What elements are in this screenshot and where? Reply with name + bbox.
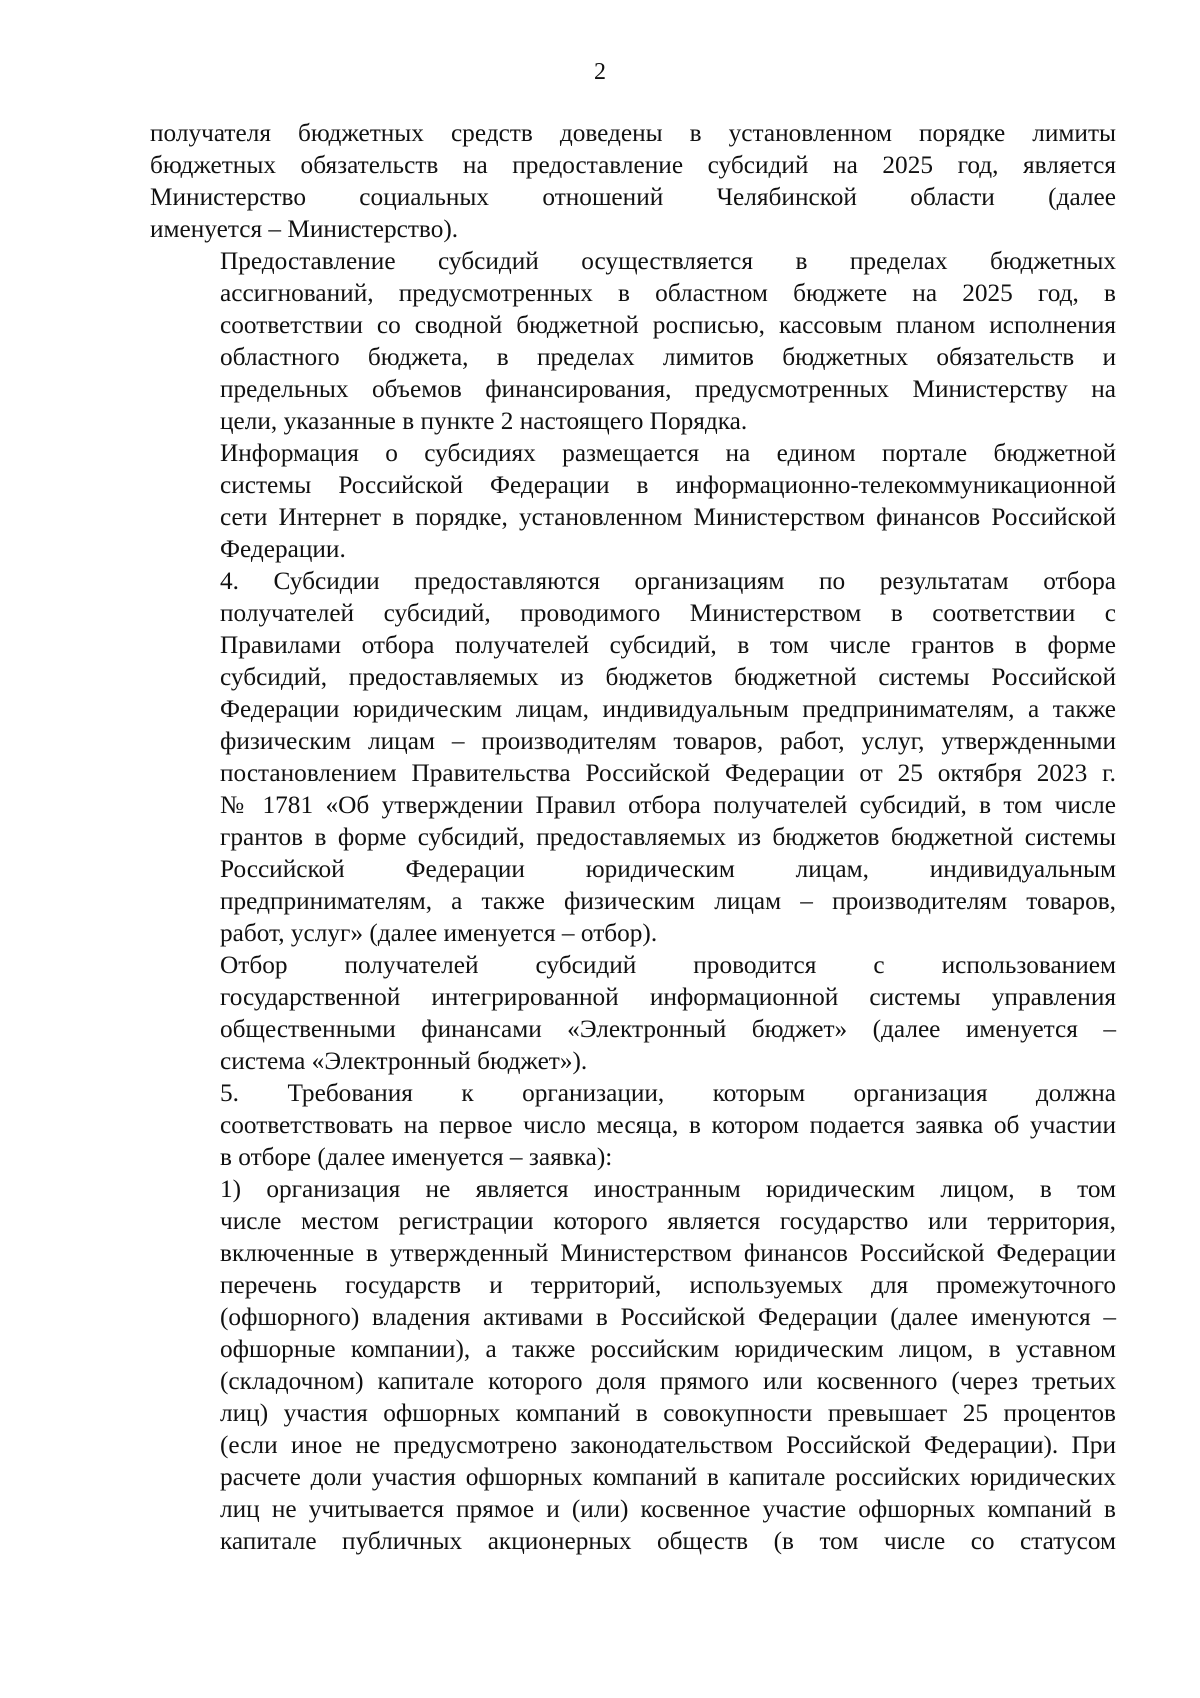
text-line: грантов в форме субсидий, предоставляемых из бюджетов бюджетной системы xyxy=(220,823,1116,851)
paragraph xyxy=(150,245,1116,437)
text-line: (складочном) капитале которого доля прямого или косвенного (через третьих xyxy=(220,1367,1116,1395)
text-line: системы Российской Федерации в информационно-телекоммуникационной xyxy=(220,471,1116,499)
text-line: предпринимателям, а также физическим лицам – производителям товаров, xyxy=(220,887,1116,915)
text-line: соответствовать на первое число месяца, в котором подается заявка об участии xyxy=(220,1111,1116,1139)
document-body xyxy=(150,117,1116,1557)
text-line: сети Интернет в порядке, установленном Министерством финансов Российской xyxy=(220,503,1116,531)
text-line: система «Электронный бюджет»). xyxy=(220,1047,588,1075)
text-line: государственной интегрированной информационной системы управления xyxy=(220,983,1116,1011)
text-line: лиц) участия офшорных компаний в совокупности превышает 25 процентов xyxy=(220,1399,1116,1427)
text-line: Правилами отбора получателей субсидий, в том числе грантов в форме xyxy=(220,631,1116,659)
text-line: получателя бюджетных средств доведены в установленном порядке лимиты xyxy=(150,119,1116,147)
paragraph xyxy=(150,1173,1116,1557)
text-line: именуется – Министерство). xyxy=(150,215,459,243)
paragraph xyxy=(150,949,1116,1077)
text-line: капитале публичных акционерных обществ (в том числе со статусом xyxy=(220,1527,1116,1555)
text-line: Предоставление субсидий осуществляется в пределах бюджетных xyxy=(220,247,1116,275)
text-line: предельных объемов финансирования, предусмотренных Министерству на xyxy=(220,375,1116,403)
text-line: постановлением Правительства Российской Федерации от 25 октября 2023 г. xyxy=(220,759,1116,787)
text-line: субсидий, предоставляемых из бюджетов бюджетной системы Российской xyxy=(220,663,1116,691)
page-number: 2 xyxy=(594,59,606,85)
text-line: Федерации юридическим лицам, индивидуальным предпринимателям, а также xyxy=(220,695,1116,723)
paragraph xyxy=(150,437,1116,565)
text-line: в отборе (далее именуется – заявка): xyxy=(220,1143,613,1171)
text-line: 1) организация не является иностранным юридическим лицом, в том xyxy=(220,1175,1116,1203)
text-line: числе местом регистрации которого является государство или территория, xyxy=(220,1207,1116,1235)
text-line: 4. Субсидии предоставляются организациям по результатам отбора xyxy=(220,567,1116,595)
text-line: бюджетных обязательств на предоставление субсидий на 2025 год, является xyxy=(150,151,1116,179)
text-line: (офшорного) владения активами в Российской Федерации (далее именуются – xyxy=(220,1303,1116,1331)
text-line: Российской Федерации юридическим лицам, индивидуальным xyxy=(220,855,1116,883)
text-line: получателей субсидий, проводимого Министерством в соответствии с xyxy=(220,599,1116,627)
text-line: Министерство социальных отношений Челябинской области (далее xyxy=(150,183,1116,211)
text-line: Отбор получателей субсидий проводится с использованием xyxy=(220,951,1116,979)
text-line: Федерации. xyxy=(220,535,346,563)
text-line: (если иное не предусмотрено законодательством Российской Федерации). При xyxy=(220,1431,1116,1459)
text-line: цели, указанные в пункте 2 настоящего Порядка. xyxy=(220,407,748,435)
text-line: 5. Требования к организации, которым организация должна xyxy=(220,1079,1116,1107)
paragraph xyxy=(150,1077,1116,1173)
paragraph xyxy=(150,117,1116,245)
text-line: общественными финансами «Электронный бюджет» (далее именуется – xyxy=(220,1015,1116,1043)
text-line: расчете доли участия офшорных компаний в капитале российских юридических xyxy=(220,1463,1116,1491)
text-line: соответствии со сводной бюджетной росписью, кассовым планом исполнения xyxy=(220,311,1116,339)
text-line: работ, услуг» (далее именуется – отбор). xyxy=(220,919,658,947)
text-line: офшорные компании), а также российским юридическим лицом, в уставном xyxy=(220,1335,1116,1363)
text-line: № 1781 «Об утверждении Правил отбора получателей субсидий, в том числе xyxy=(220,791,1116,819)
text-line: включенные в утвержденный Министерством финансов Российской Федерации xyxy=(220,1239,1116,1267)
text-line: физическим лицам – производителям товаров, работ, услуг, утвержденными xyxy=(220,727,1116,755)
text-line: ассигнований, предусмотренных в областном бюджете на 2025 год, в xyxy=(220,279,1116,307)
text-line: Информация о субсидиях размещается на едином портале бюджетной xyxy=(220,439,1116,467)
text-line: областного бюджета, в пределах лимитов бюджетных обязательств и xyxy=(220,343,1116,371)
paragraph xyxy=(150,565,1116,949)
text-line: перечень государств и территорий, используемых для промежуточного xyxy=(220,1271,1116,1299)
text-line: лиц не учитывается прямое и (или) косвенное участие офшорных компаний в xyxy=(220,1495,1116,1523)
